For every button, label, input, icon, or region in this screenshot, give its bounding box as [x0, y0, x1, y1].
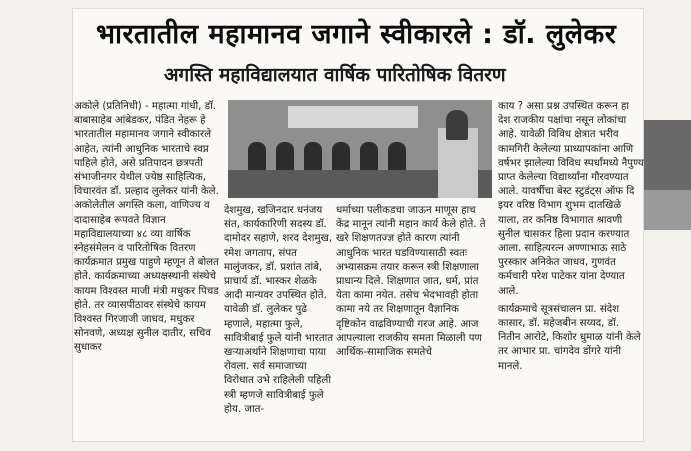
article-column	[74, 100, 226, 440]
article-paragraph: देशमुख, खजिनदार धनंजय संत, कार्यकारिणी सदस्य डॉ. दामोदर सहाणे, शरद देशमुख, रमेश जगताप, संपत मालुंजकर, डॉ. प्रशांत तांबे, प्राचार्य डॉ. भास्कर शेळके आदी मान्यवर उपस्थित होते. यावेळी डॉ. लुलेकर पुढे म्हणाले, महात्मा फुले, सावित्रीबाई फुले यांनी भारतात खऱ्याअर्थाने शिक्षणाचा पाया रोवला. सर्व समाजाच्या विरोधात उभे राहिलेली पहिली स्त्री म्हणजे सावित्रीबाई फुले होय. जात-	[224, 205, 334, 415]
article-headline: भारतातील महामानव जगाने स्वीकारले : डॉ. लुलेकर	[96, 19, 617, 50]
article-paragraph: धर्माच्या पलीकडचा जाऊन माणूस हाच केंद्र मानून त्यांनी महान कार्य केले होते. ते खरे शिक्षणतज्ज्ञ होते कारण त्यांनी आधुनिक भारत घडविण्यासाठी स्वतः अभ्यासक्रम तयार करून स्त्री शिक्षणाला प्राधान्य दिले. शिक्षणात जात, धर्म, प्रांत येता कामा नयेत. तसेच भेदभावही होता कामा नये तर शिक्षणातून वैज्ञानिक दृष्टिकोन वाढविण्याची गरज आहे. आज आपल्याला राजकीय समता मिळाली पण आर्थिक-सामाजिक समतेचे	[336, 205, 486, 359]
adjacent-clipping-edge	[644, 120, 691, 190]
guest-figure	[248, 142, 266, 172]
article-paragraph: कार्यक्रमाचे सूत्रसंचालन प्रा. संदेश कासार, डॉ. महेजबीन सय्यद, डॉ. नितीन आरोटे, किशोर धुमाळ यांनी केले तर आभार प्रा. चांगदेव डोंगरे यांनी मानले.	[498, 303, 641, 372]
article-column	[336, 204, 492, 440]
article-subheadline: अगस्ति महाविद्यालयात वार्षिक पारितोषिक वितरण	[164, 64, 506, 86]
photo-banner	[288, 106, 418, 128]
article-paragraph: काय ? असा प्रश्न उपस्थित करून हा देश राजकीय पक्षांचा नसून लोकांचा आहे. यावेळी विविध क्षेत्रात भरीव कामगिरी केलेल्या प्राध्यापकांना आणि वर्षभर झालेल्या विविध स्पर्धांमध्ये नैपुण्य प्राप्त केलेल्या विद्यार्थ्यांना गौरवण्यात आले. यावर्षीचा बेस्ट स्टुडंट्स ऑफ दि इयर वरिष्ठ विभाग शुभम दातखिळे याला, तर कनिष्ठ विभागात श्रावणी सुनील चासकर हिला प्रदान करण्यात आला. साहित्यरत्न अण्णाभाऊ साठे पुरस्कार अनिकेत जाधव, गुणवंत कर्मचारी परेश पाटेकर यांना देण्यात आले.	[498, 101, 644, 297]
article-column	[224, 204, 336, 440]
guest-figure	[332, 142, 350, 172]
guest-figure	[388, 142, 406, 172]
guest-figure	[360, 142, 378, 172]
article-paragraph: अकोले (प्रतिनिधी) - महात्मा गांधी, डॉ. बाबासाहेब आंबेडकर, पंडित नेहरू हे भारतातील महामानव जगाने स्वीकारले आहेत, त्यांनी आधुनिक भारताचे स्वप्न पाहिले होते, असे प्रतिपादन छत्रपती संभाजीनगर येथील ज्येष्ठ साहित्यिक, विचारवंत डॉ. प्रल्हाद लुलेकर यांनी केले. अकोलेतील अगस्ति कला, वाणिज्य व दादासाहेब रूपवते विज्ञान महाविद्यालयाच्या ४८ व्या वार्षिक स्नेहसंमेलन व पारितोषिक वितरण कार्यक्रमात प्रमुख पाहुणे म्हणून ते बोलत होते. कार्यक्रमाच्या अध्यक्षस्थानी संस्थेचे कायम विश्वस्त माजी मंत्री मधुकर पिचड होते. तर व्यासपीठावर संस्थेचे कायम विश्वस्त गिरजाजी जाधव, मधुकर सोनवणे, अध्यक्ष सुनील दातीर, सचिव सुधाकर	[74, 101, 219, 354]
guest-figure	[276, 142, 294, 172]
speaker-figure	[446, 110, 468, 140]
event-photo	[228, 100, 492, 198]
newspaper-clipping	[72, 8, 644, 442]
article-column	[498, 100, 644, 440]
adjacent-clipping-edge	[644, 190, 691, 230]
guest-figure	[304, 142, 322, 172]
